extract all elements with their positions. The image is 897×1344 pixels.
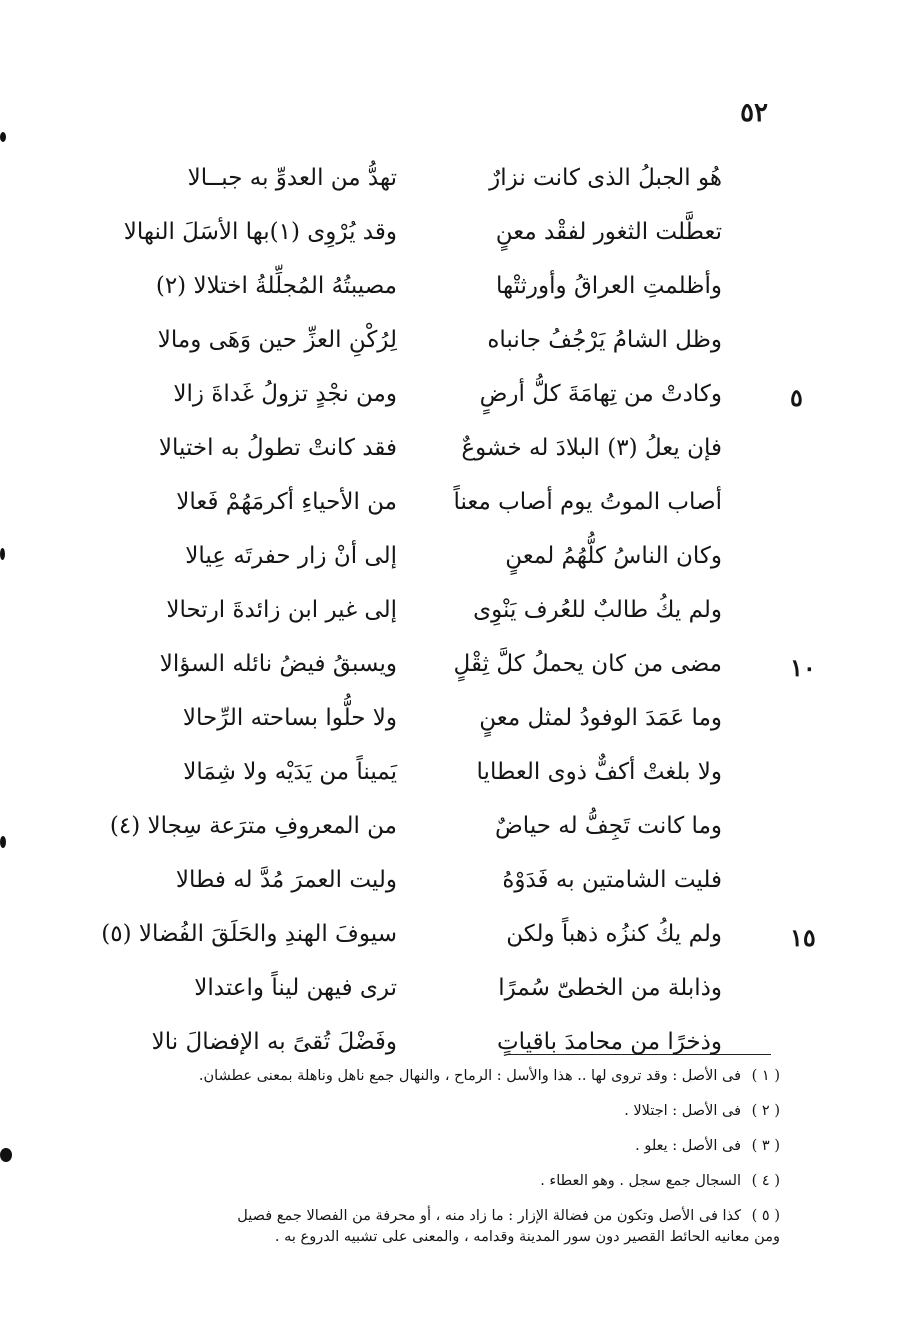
second-hemistich: فقد كانتْ تطولُ به اختيالا: [158, 435, 397, 461]
page-number: ٥٢: [740, 98, 768, 128]
second-hemistich: مصيبتُهُ المُجلِّلةُ اختلالا (٢): [155, 273, 397, 299]
verse: [0, 317, 897, 371]
verse: [0, 155, 897, 209]
verse: [0, 911, 897, 965]
verse: [0, 803, 897, 857]
first-hemistich: فإن يعلُ (٣) البلادَ له خشوعٌ: [461, 435, 722, 461]
first-hemistich: وذخرًا من محامدَ باقياتٍ: [497, 1029, 722, 1055]
line-number: ١٠: [790, 653, 816, 682]
verse: [0, 533, 897, 587]
first-hemistich: أصاب الموتُ يوم أصاب معناً: [453, 489, 722, 515]
second-hemistich: ومن نجْدٍ تزولُ غَداةَ زالا: [173, 381, 397, 407]
footnote-text: فى الأصل : يعلو .: [635, 1138, 742, 1154]
first-hemistich: فليت الشامتين به فَدَوْهُ: [502, 867, 722, 893]
footnote-text: السجال جمع سجل . وهو العطاء .: [540, 1173, 742, 1189]
footnote: [80, 1066, 780, 1087]
verse: [0, 371, 897, 425]
footnote-number: ( ١ ): [751, 1068, 780, 1084]
first-hemistich: هُو الجبلُ الذى كانت نزارٌ: [489, 165, 722, 191]
line-number: ١٥: [790, 923, 816, 952]
footnotes: [80, 1066, 780, 1248]
scan-margin-mark: [0, 836, 6, 848]
second-hemistich: إلى غير ابن زائدةَ ارتحالا: [166, 597, 397, 623]
footnote-continuation: ومن معانيه الحائط القصير دون سور المدينة وقدامه ، والمعنى على تشبيه الدروع به .: [274, 1229, 780, 1245]
first-hemistich: مضى من كان يحملُ كلَّ ثِقْلٍ: [453, 651, 722, 677]
first-hemistich: وأظلمتِ العراقُ وأورثتْها: [495, 273, 722, 299]
verse: [0, 965, 897, 1019]
scan-margin-mark: [0, 548, 5, 560]
verse: [0, 749, 897, 803]
line-number: ٥: [790, 383, 803, 412]
second-hemistich: من الأحياءِ أكرمَهُمْ فَعالا: [176, 489, 397, 515]
verse: [0, 641, 897, 695]
second-hemistich: وقد يُرْوِى (١)بها الأسَلَ النهالا: [123, 219, 397, 245]
first-hemistich: وما عَمَدَ الوفودُ لمثل معنٍ: [479, 705, 722, 731]
footnote-text: كذا فى الأصل وتكون من فضالة الإزار : ما زاد منه ، أو محرفة من الفصالا جمع فصيل: [237, 1208, 742, 1224]
second-hemistich: ترى فيهن ليناً واعتدالا: [194, 975, 397, 1001]
footnote-number: ( ٣ ): [751, 1138, 780, 1154]
second-hemistich: وليت العمرَ مُدَّ له فطالا: [175, 867, 397, 893]
second-hemistich: ولا حلُّوا بساحته الرِّحالا: [182, 705, 397, 731]
verse: [0, 209, 897, 263]
verse: [0, 263, 897, 317]
footnote-number: ( ٢ ): [751, 1103, 780, 1119]
footnote-number: ( ٥ ): [751, 1208, 780, 1224]
verse: [0, 425, 897, 479]
second-hemistich: ويسبقُ فيضُ نائله السؤالا: [159, 651, 397, 677]
verse: [0, 479, 897, 533]
footnote: [80, 1136, 780, 1157]
first-hemistich: وكادتْ من تِهامَةَ كلُّ أرضٍ: [479, 381, 722, 407]
verse: [0, 1019, 897, 1073]
second-hemistich: سيوفَ الهندِ والحَلَقَ الفُضالا (٥): [101, 921, 397, 947]
first-hemistich: تعطَّلت الثغور لفقْد معنٍ: [495, 219, 722, 245]
first-hemistich: وكان الناسُ كلُّهُمُ لمعنٍ: [505, 543, 722, 569]
verse: [0, 587, 897, 641]
first-hemistich: ولا بلغتْ أكفٌّ ذوى العطايا: [476, 759, 722, 785]
second-hemistich: يَميناً من يَدَيْه ولا شِمَالا: [183, 759, 397, 785]
footnote-number: ( ٤ ): [751, 1173, 780, 1189]
second-hemistich: وفَضْلَ تُقىً به الإفضالَ نالا: [151, 1029, 397, 1055]
first-hemistich: وظل الشامُ يَرْجُفُ جانباه: [487, 327, 722, 353]
footnote-text: فى الأصل : وقد تروى لها .. هذا والأسل : الرماح ، والنهال جمع ناهل وناهلة بمعنى عطشان.: [198, 1068, 742, 1084]
footnote: [80, 1206, 780, 1248]
first-hemistich: ولم يكُ طالبٌ للعُرف يَنْوِى: [473, 597, 722, 623]
footnote: [80, 1101, 780, 1122]
second-hemistich: لِرُكْنِ العزِّ حين وَهَى ومالا: [157, 327, 397, 353]
second-hemistich: إلى أنْ زار حفرتَه عِيالا: [185, 543, 397, 569]
verse: [0, 695, 897, 749]
second-hemistich: تهدُّ من العدوِّ به جبــالا: [187, 165, 397, 191]
footnote: [80, 1171, 780, 1192]
first-hemistich: وذابلة من الخطىّ سُمرًا: [498, 975, 722, 1001]
first-hemistich: وما كانت تَجِفُّ له حياضٌ: [495, 813, 722, 839]
scan-margin-mark: [0, 132, 6, 142]
verse: [0, 857, 897, 911]
footnote-text: فى الأصل : اجتلالا .: [624, 1103, 742, 1119]
scan-margin-mark: [0, 1148, 12, 1162]
first-hemistich: ولم يكُ كنزُه ذهباً ولكن: [506, 921, 722, 947]
footnote-separator: [508, 1054, 771, 1055]
second-hemistich: من المعروفِ مترَعة سِجالا (٤): [109, 813, 397, 839]
